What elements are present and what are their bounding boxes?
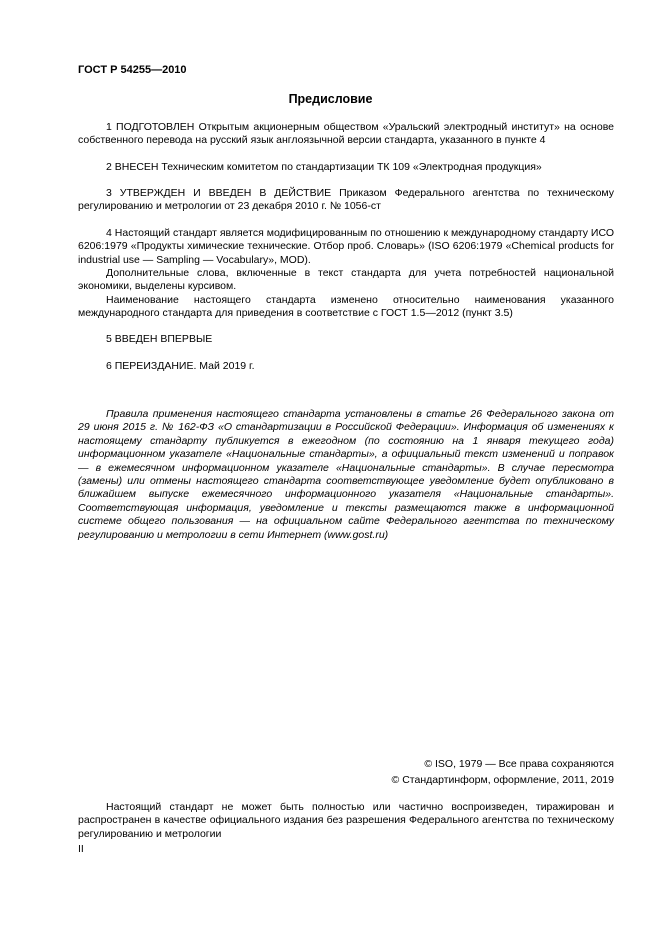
- foreword-item-5: 5 ВВЕДЕН ВПЕРВЫЕ: [106, 333, 213, 345]
- copyright-iso: © ISO, 1979 — Все права сохраняются: [424, 758, 614, 770]
- foreword-item-4: 4 Настоящий стандарт является модифицированным по отношению к международному стандарту ИСО 6206:1979 «Продукты химические технические. Отбор проб. Словарь» (ISO 6206:1979 «Chemical products for industrial use — Sampling — Vocabulary», MOD).: [78, 227, 614, 266]
- foreword-item-1: 1 ПОДГОТОВЛЕН Открытым акционерным обществом «Уральский электродный институт» на основе собственного перевода на русский язык англоязычной версии стандарта, указанного в пункте 4: [78, 121, 614, 147]
- foreword-item-3: 3 УТВЕРЖДЕН И ВВЕДЕН В ДЕЙСТВИЕ Приказом Федерального агентства по техническому регулированию и метрологии от 23 декабря 2010 г. № 1056-ст: [78, 187, 614, 213]
- foreword-item-6: 6 ПЕРЕИЗДАНИЕ. Май 2019 г.: [106, 360, 255, 372]
- application-rules-notice: Правила применения настоящего стандарта установлены в статье 26 Федерального закона от 29 июня 2015 г. № 162-ФЗ «О стандартизации в Российской Федерации». Информация об изменениях к настоящему стандарту публикуется в ежегодном (по состоянию на 1 января текущего года) информационном указателе «Национальные стандарты», а официальный текст изменений и поправок — в ежемесячном информационном указателе «Национальные стандарты». В случае пересмотра (замены) или отмены настоящего стандарта соответствующее уведомление будет опубликовано в ближайшем выпуске ежемесячного информационного указателя «Национальные стандарты». Соответствующая информация, уведомление и тексты размещаются также в информационной системе общего пользования — на официальном сайте Федерального агентства по техническому регулированию и метрологии в сети Интернет (www.gost.ru): [78, 408, 614, 541]
- copyright-standartinform: © Стандартинформ, оформление, 2011, 2019: [391, 774, 614, 786]
- page-number: II: [78, 843, 84, 855]
- reproduction-notice: Настоящий стандарт не может быть полностью или частично воспроизведен, тиражирован и распространен в качестве официального издания без разрешения Федерального агентства по техническому регулированию и метрологии: [78, 801, 614, 840]
- foreword-item-2: 2 ВНЕСЕН Техническим комитетом по стандартизации ТК 109 «Электродная продукция»: [106, 161, 542, 173]
- standard-code: ГОСТ Р 54255—2010: [78, 64, 187, 76]
- foreword-item-4-note-title: Наименование настоящего стандарта изменено относительно наименования указанного международного стандарта для приведения в соответствие с ГОСТ 1.5—2012 (пункт 3.5): [78, 294, 614, 320]
- page-title: Предисловие: [288, 92, 373, 106]
- foreword-item-4-note-italic: Дополнительные слова, включенные в текст стандарта для учета потребностей национальной экономики, выделены курсивом.: [78, 267, 614, 293]
